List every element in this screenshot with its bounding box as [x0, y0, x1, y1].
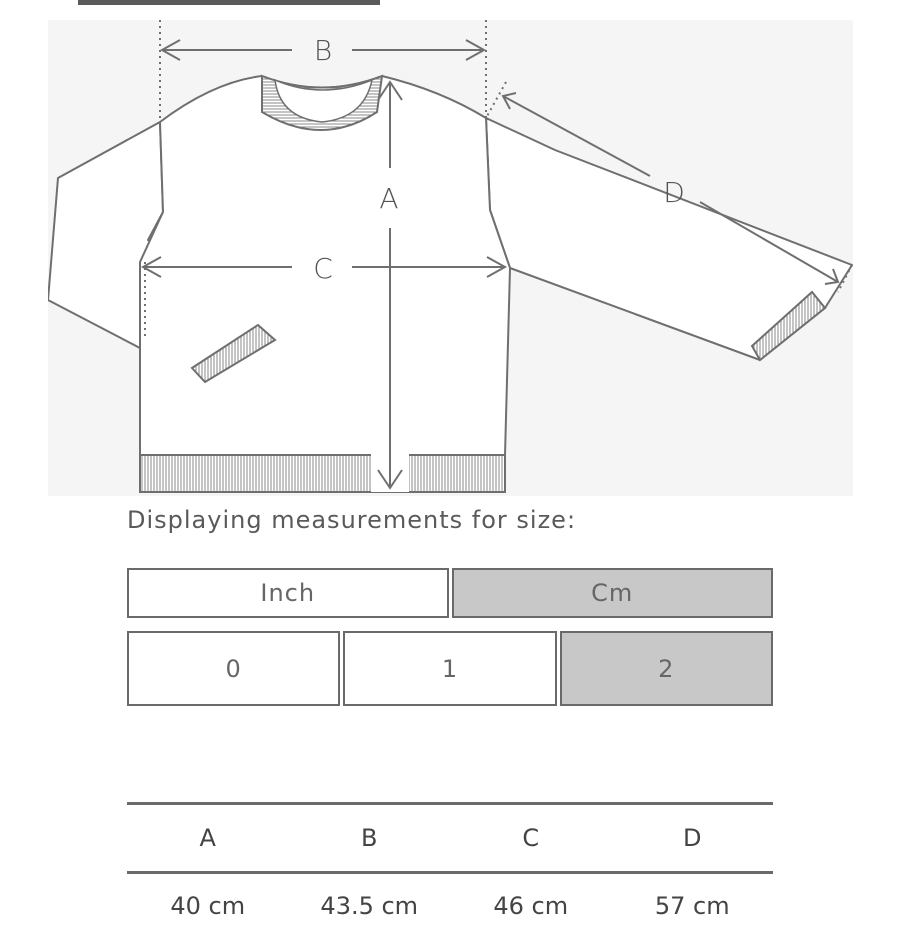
unit-cm-button[interactable]: Cm — [452, 568, 774, 618]
size-0-button[interactable]: 0 — [127, 631, 340, 706]
label-a: A — [379, 182, 399, 215]
value-a: 40 cm — [170, 892, 246, 920]
value-c: 46 cm — [493, 892, 569, 920]
sweater-size-diagram — [48, 20, 853, 496]
label-c: C — [313, 252, 333, 285]
unit-inch-button[interactable]: Inch — [127, 568, 449, 618]
value-d: 57 cm — [654, 892, 730, 920]
header-b: B — [361, 824, 378, 852]
top-divider — [78, 0, 380, 5]
measurements-table — [127, 802, 773, 932]
sweater-outline — [48, 76, 852, 455]
table-row — [127, 874, 773, 932]
header-a: A — [199, 824, 216, 852]
label-d: D — [663, 176, 685, 209]
header-d: D — [683, 824, 702, 852]
size-caption: Displaying measurements for size: — [127, 506, 577, 534]
label-b: B — [313, 34, 333, 67]
value-b: 43.5 cm — [320, 892, 419, 920]
table-header-row — [127, 805, 773, 871]
unit-toggle — [127, 568, 773, 618]
size-1-button[interactable]: 1 — [343, 631, 556, 706]
size-2-button[interactable]: 2 — [560, 631, 773, 706]
size-selector — [127, 631, 773, 706]
header-c: C — [522, 824, 540, 852]
